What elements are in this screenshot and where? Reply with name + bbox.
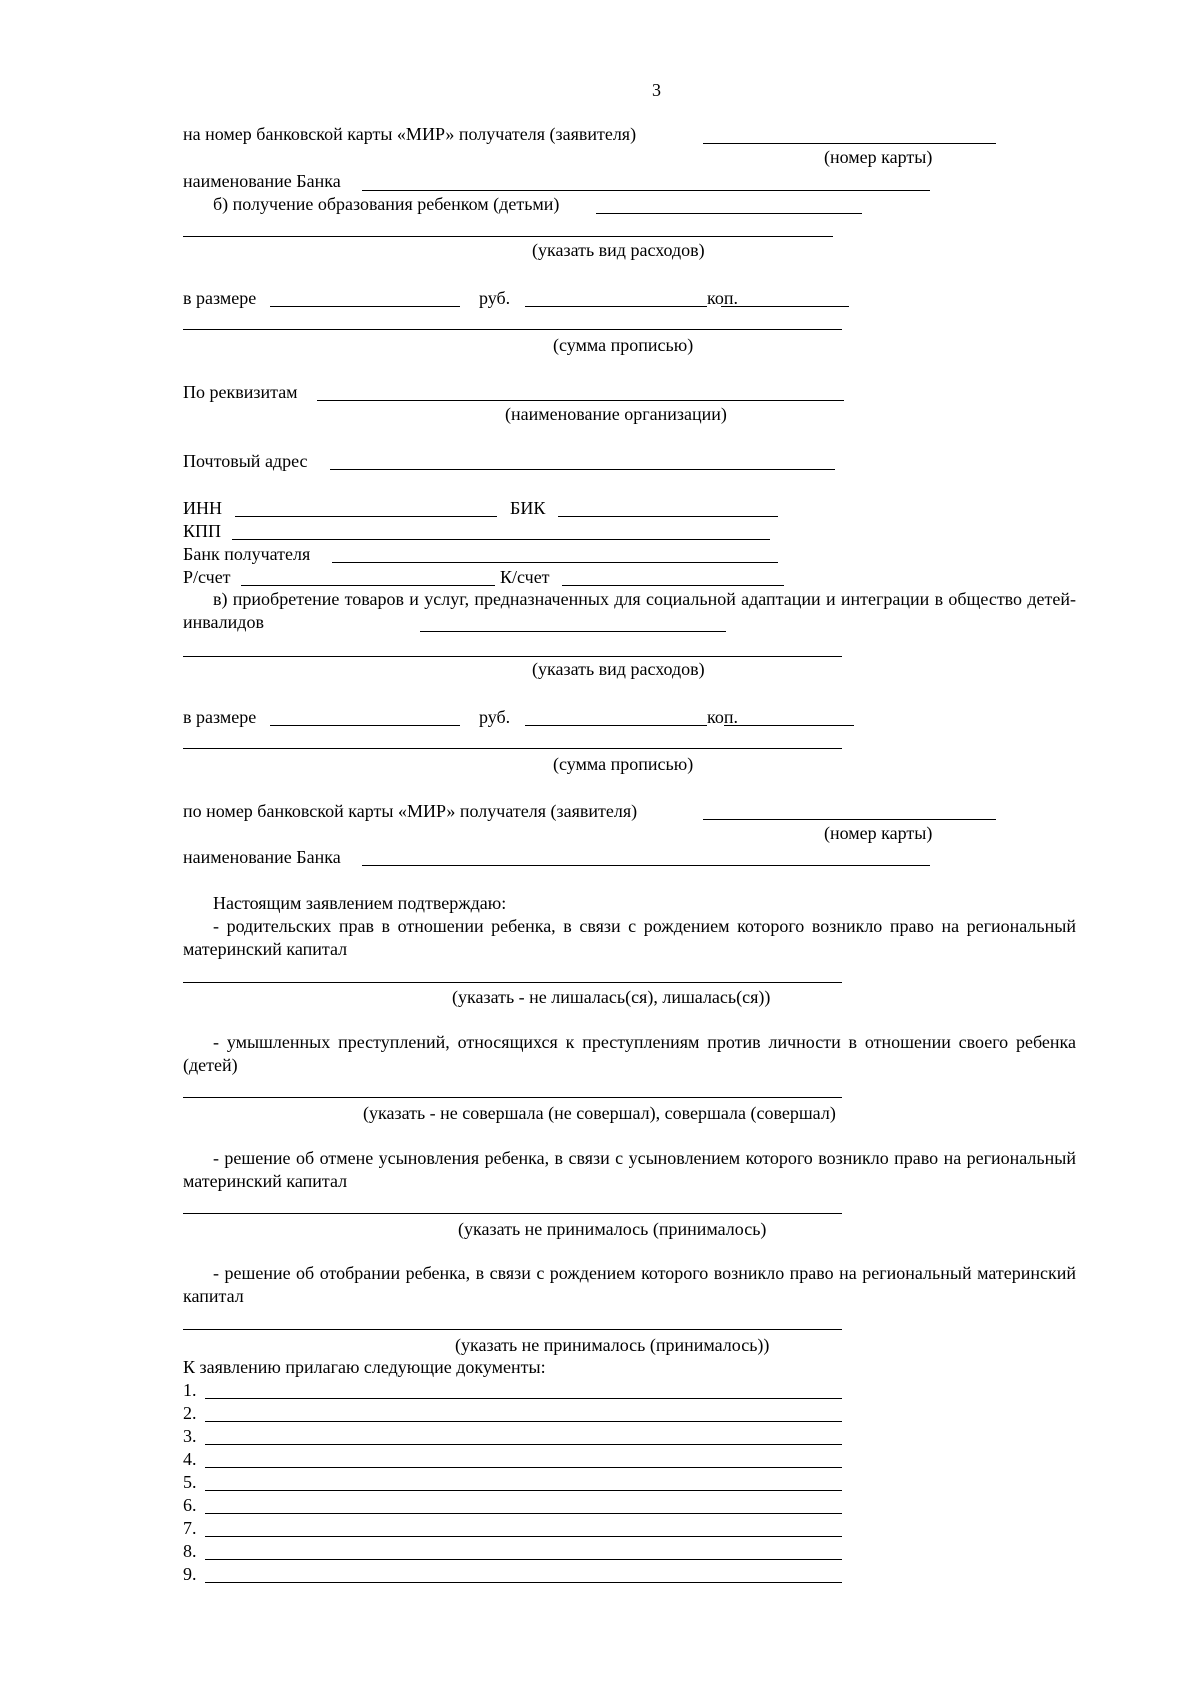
section-b-label: б) получение образования ребенком (детьми) bbox=[213, 194, 560, 214]
bank-name-label-2: наименование Банка bbox=[183, 847, 341, 867]
kpp-label: КПП bbox=[183, 521, 222, 541]
attachment-field[interactable] bbox=[205, 1467, 842, 1468]
confirm-item-3: - решение об отмене усыновления ребенка, в связи с усыновлением которого возникло право на региональный материнский капитал bbox=[183, 1148, 1076, 1191]
bank-name-field[interactable] bbox=[362, 190, 930, 191]
amount-kop-field[interactable] bbox=[525, 306, 707, 307]
card-number-field-2[interactable] bbox=[703, 819, 996, 820]
confirm-item-1: - родительских прав в отношении ребенка, в связи с рождением которого возникло право на региональный материнский капитал bbox=[183, 916, 1076, 959]
confirm-field-3[interactable] bbox=[183, 1213, 842, 1214]
attachment-field[interactable] bbox=[205, 1444, 842, 1445]
requisites-label: По реквизитам bbox=[183, 382, 298, 402]
amount-words-caption-2: (сумма прописью) bbox=[553, 754, 694, 774]
organization-field[interactable] bbox=[317, 400, 844, 401]
expense-type-field[interactable] bbox=[183, 236, 833, 237]
bank-name-label: наименование Банка bbox=[183, 171, 341, 191]
section-c-field[interactable] bbox=[420, 631, 726, 632]
confirm-item-4: - решение об отобрании ребенка, в связи с рождением которого возникло право на региональный материнский капитал bbox=[183, 1263, 1076, 1306]
postal-address-label: Почтовый адрес bbox=[183, 451, 308, 471]
attachment-number: 9. bbox=[183, 1564, 197, 1584]
attachment-field[interactable] bbox=[205, 1559, 842, 1560]
card-number-label-2: по номер банковской карты «МИР» получателя (заявителя) bbox=[183, 801, 638, 821]
bank-name-field-2[interactable] bbox=[362, 865, 930, 866]
inn-field[interactable] bbox=[235, 516, 497, 517]
confirm-field-4[interactable] bbox=[183, 1329, 842, 1330]
confirm-field-1[interactable] bbox=[183, 982, 842, 983]
expense-type-caption-2: (указать вид расходов) bbox=[532, 659, 705, 679]
attachment-number: 2. bbox=[183, 1403, 197, 1423]
bik-field[interactable] bbox=[558, 516, 778, 517]
card-number-caption: (номер карты) bbox=[824, 147, 933, 167]
expense-type-field-2[interactable] bbox=[183, 656, 842, 657]
bank-recipient-field[interactable] bbox=[332, 562, 778, 563]
amount-words-field-2[interactable] bbox=[183, 748, 842, 749]
confirm-caption-4: (указать не принималось (принималось)) bbox=[455, 1335, 770, 1355]
amount-words-caption: (сумма прописью) bbox=[553, 335, 694, 355]
attachment-field[interactable] bbox=[205, 1398, 842, 1399]
r-account-label: Р/счет bbox=[183, 567, 231, 587]
attachment-field[interactable] bbox=[205, 1421, 842, 1422]
amount-kop-field-2[interactable] bbox=[525, 725, 707, 726]
amount-label-2: в размере bbox=[183, 707, 257, 727]
amount-extra-field[interactable] bbox=[721, 306, 849, 307]
organization-caption: (наименование организации) bbox=[505, 404, 727, 424]
attachment-field[interactable] bbox=[205, 1513, 842, 1514]
attachment-number: 3. bbox=[183, 1426, 197, 1446]
kop-label: коп. bbox=[707, 288, 738, 308]
page-number: 3 bbox=[652, 80, 661, 100]
inn-label: ИНН bbox=[183, 498, 222, 518]
amount-extra-field-2[interactable] bbox=[724, 725, 854, 726]
amount-words-field[interactable] bbox=[183, 329, 842, 330]
confirm-caption-3: (указать не принималось (принималось) bbox=[458, 1219, 767, 1239]
attachment-number: 5. bbox=[183, 1472, 197, 1492]
attachment-number: 8. bbox=[183, 1541, 197, 1561]
attachment-field[interactable] bbox=[205, 1582, 842, 1583]
confirm-field-2[interactable] bbox=[183, 1097, 842, 1098]
amount-rub-field-2[interactable] bbox=[270, 725, 460, 726]
confirm-caption-2: (указать - не совершала (не совершал), совершала (совершал) bbox=[363, 1103, 836, 1123]
section-c-text: в) приобретение товаров и услуг, предназначенных для социальной адаптации и интеграции в общество детей-инвалидов bbox=[183, 589, 1076, 632]
k-account-label: К/счет bbox=[500, 567, 550, 587]
k-account-field[interactable] bbox=[562, 585, 784, 586]
rub-label: руб. bbox=[479, 288, 511, 308]
card-number-caption-2: (номер карты) bbox=[824, 823, 933, 843]
attachment-number: 4. bbox=[183, 1449, 197, 1469]
r-account-field[interactable] bbox=[241, 585, 495, 586]
attachment-field[interactable] bbox=[205, 1536, 842, 1537]
attachment-number: 1. bbox=[183, 1380, 197, 1400]
rub-label-2: руб. bbox=[479, 707, 511, 727]
confirm-intro: Настоящим заявлением подтверждаю: bbox=[213, 893, 507, 913]
amount-label: в размере bbox=[183, 288, 257, 308]
bank-recipient-label: Банк получателя bbox=[183, 544, 311, 564]
postal-address-field[interactable] bbox=[330, 469, 835, 470]
amount-rub-field[interactable] bbox=[270, 306, 460, 307]
expense-type-caption: (указать вид расходов) bbox=[532, 240, 705, 260]
attachment-field[interactable] bbox=[205, 1490, 842, 1491]
attachment-number: 7. bbox=[183, 1518, 197, 1538]
confirm-item-2: - умышленных преступлений, относящихся к преступлениям против личности в отношении своего ребенка (детей) bbox=[183, 1032, 1076, 1075]
confirm-caption-1: (указать - не лишалась(ся), лишалась(ся)) bbox=[452, 987, 771, 1007]
kop-label-2: коп. bbox=[707, 707, 738, 727]
card-number-label: на номер банковской карты «МИР» получателя (заявителя) bbox=[183, 124, 637, 144]
card-number-field[interactable] bbox=[703, 143, 996, 144]
bik-label: БИК bbox=[510, 498, 546, 518]
attachments-label: К заявлению прилагаю следующие документы: bbox=[183, 1357, 546, 1377]
attachment-number: 6. bbox=[183, 1495, 197, 1515]
kpp-field[interactable] bbox=[232, 539, 770, 540]
section-b-field[interactable] bbox=[596, 213, 862, 214]
